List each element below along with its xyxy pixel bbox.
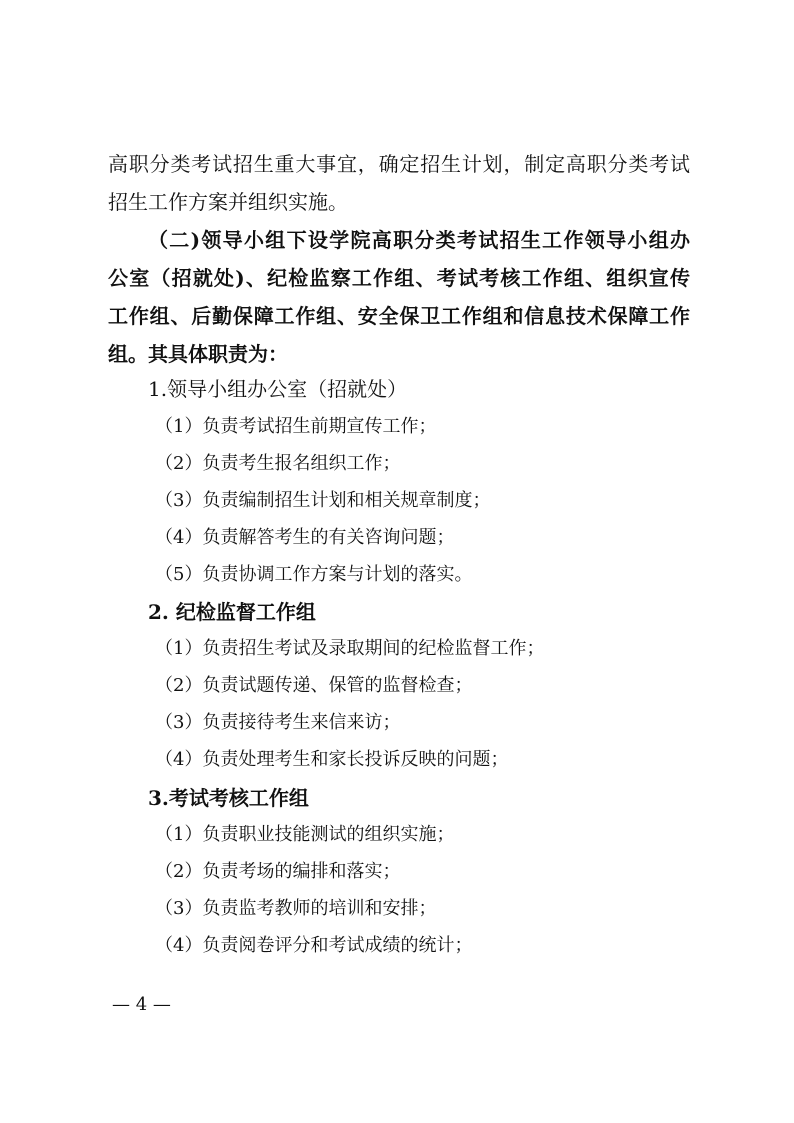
paragraph-2-line-3: 工作组、后勤保障工作组、安全保卫工作组和信息技术保障工作 — [108, 304, 690, 328]
section-1-item: （4）负责解答考生的有关咨询问题； — [155, 527, 455, 548]
section-1-item: （2）负责考生报名组织工作； — [155, 453, 401, 474]
paragraph-1-line-1: 高职分类考试招生重大事宜，确定招生计划，制定高职分类考试 — [108, 152, 690, 176]
section-1-item: （3）负责编制招生计划和相关规章制度； — [155, 490, 491, 511]
section-3-item: （3）负责监考教师的培训和安排； — [155, 898, 437, 919]
section-3-item: （4）负责阅卷评分和考试成绩的统计； — [155, 935, 473, 956]
section-3-heading: 3.考试考核工作组 — [148, 786, 309, 810]
section-2-heading: 2. 纪检监督工作组 — [148, 600, 316, 624]
section-2-item: （2）负责试题传递、保管的监督检查； — [155, 675, 473, 696]
paragraph-1-line-2: 招生工作方案并组织实施。 — [108, 190, 348, 214]
paragraph-2-line-1: （二)领导小组下设学院高职分类考试招生工作领导小组办 — [148, 228, 690, 252]
section-3-item: （2）负责考场的编排和落实； — [155, 861, 401, 882]
section-3-item: （1）负责职业技能测试的组织实施； — [155, 824, 455, 845]
section-1-heading: 1.领导小组办公室（招就处） — [148, 377, 408, 401]
section-2-item: （1）负责招生考试及录取期间的纪检监督工作； — [155, 638, 545, 659]
section-1-item: （1）负责考试招生前期宣传工作； — [155, 416, 437, 437]
section-2-item: （3）负责接待考生来信来访； — [155, 712, 401, 733]
paragraph-2-line-4: 组。其具体职责为： — [108, 342, 288, 366]
section-1-item: （5）负责协调工作方案与计划的落实。 — [155, 564, 473, 585]
section-2-item: （4）负责处理考生和家长投诉反映的问题； — [155, 749, 509, 770]
paragraph-2-line-2: 公室（招就处)、纪检监察工作组、考试考核工作组、组织宣传 — [108, 266, 690, 290]
page-number: — 4 — — [112, 994, 171, 1015]
